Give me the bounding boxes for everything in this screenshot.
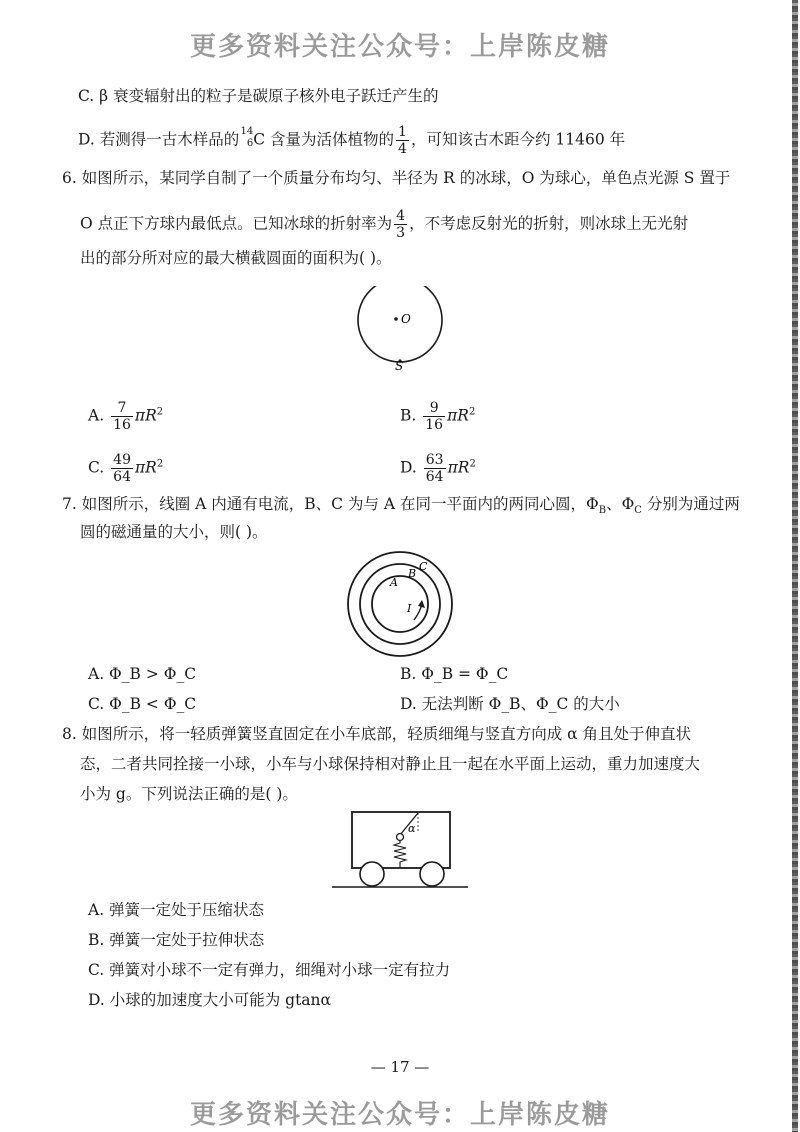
page-number: — 17 —	[370, 1058, 430, 1076]
ice-ball-circle	[358, 286, 442, 362]
option-letter: A.	[88, 406, 105, 425]
fraction-numerator: 4	[396, 208, 406, 224]
cart-spring-figure	[330, 808, 470, 890]
option-fraction	[424, 452, 446, 485]
q7-line1-post: 分别为通过两	[641, 495, 740, 513]
fraction-denominator: 16	[113, 417, 131, 433]
q8-option-a: A. 弹簧一定处于压缩状态	[88, 901, 265, 919]
q7-line1-mid: 、Φ	[606, 495, 635, 513]
option-tail: πR	[447, 458, 470, 477]
spring	[394, 840, 406, 868]
isotope-mass: 14	[240, 126, 254, 137]
q7-option-b: B. Φ_B = Φ_C	[400, 665, 509, 683]
fraction-numerator: 9	[423, 400, 445, 417]
watermark-bottom: 更多资料关注公众号：上岸陈皮糖	[189, 1100, 610, 1130]
q6-stem-line1: 6. 如图所示，某同学自制了一个质量分布均匀、半径为 R 的冰球，O 为球心，单色点光源 S 置于	[62, 169, 731, 187]
q7-option-a: A. Φ_B > Φ_C	[88, 665, 197, 683]
q5-option-d	[78, 124, 625, 157]
watermark-top: 更多资料关注公众号：上岸陈皮糖	[189, 32, 610, 62]
isotope-notation	[239, 124, 254, 149]
sub-c: C	[634, 505, 642, 517]
option-tail: πR	[135, 458, 157, 477]
wheel-left	[360, 862, 384, 886]
option-exponent: 2	[468, 406, 476, 418]
circle-c	[348, 552, 452, 656]
option-tail: πR	[134, 406, 157, 425]
fraction-denominator: 16	[425, 417, 444, 433]
q7-option-d: D. 无法判断 Φ_B、Φ_C 的大小	[400, 695, 620, 713]
q6-option-d	[400, 452, 476, 485]
option-exponent: 2	[469, 458, 476, 470]
label-i: I	[407, 602, 412, 615]
option-exponent: 2	[156, 406, 164, 418]
fraction-numerator: 49	[113, 452, 131, 468]
fraction-numerator: 7	[111, 400, 133, 417]
isotope-z: 6	[246, 138, 254, 149]
q6-line2-post: ，不考虑反射光的折射，则冰球上无光射	[409, 214, 689, 233]
label-alpha: α	[408, 822, 416, 835]
q5-option-c: C. β 衰变辐射出的粒子是碳原子核外电子跃迁产生的	[78, 87, 439, 105]
q7-stem-line2: 圆的磁通量的大小，则( )。	[80, 523, 268, 541]
q8-option-c: C. 弹簧对小球不一定有弹力，细绳对小球一定有拉力	[88, 961, 451, 979]
q6-option-a	[88, 400, 163, 433]
fraction-one-quarter	[396, 124, 409, 157]
option-letter: B.	[400, 406, 417, 425]
fraction-four-thirds	[394, 208, 407, 241]
wheel-right	[420, 862, 444, 886]
ball	[397, 834, 404, 841]
page-edge-shadow	[792, 0, 798, 1132]
concentric-coils-figure	[344, 548, 456, 660]
fraction-numerator: 1	[398, 124, 407, 140]
fraction-denominator: 64	[113, 469, 131, 485]
fraction-denominator: 64	[425, 469, 444, 485]
q5-option-d-post: ，可知该古木距今约 11460 年	[410, 130, 626, 149]
arrow-head-icon	[418, 600, 425, 608]
q5-option-d-pre: D. 若测得一古木样品的	[78, 130, 240, 149]
fraction-numerator: 63	[425, 452, 444, 468]
q7-option-c: C. Φ_B < Φ_C	[88, 695, 197, 713]
q8-stem-line1: 8. 如图所示，将一轻质弹簧竖直固定在小车底部，轻质细绳与竖直方向成 α 角且处于伸直状	[62, 725, 692, 743]
option-fraction	[111, 452, 133, 485]
q8-stem-line2: 态，二者共同拴接一小球，小车与小球保持相对静止且一起在水平面上运动，重力加速度大	[80, 755, 701, 773]
option-fraction	[111, 400, 133, 433]
q6-option-b	[400, 400, 475, 433]
center-dot	[394, 317, 398, 321]
option-fraction	[423, 400, 445, 433]
label-c: C	[419, 560, 428, 573]
q6-line2-pre: O 点正下方球内最低点。已知冰球的折射率为	[80, 214, 393, 233]
q8-option-d: D. 小球的加速度大小可能为 gtanα	[88, 991, 331, 1009]
option-letter: C.	[88, 458, 105, 477]
q5-option-d-mid: C 含量为活体植物的	[253, 130, 395, 149]
label-s: S	[395, 359, 404, 373]
q6-option-c	[88, 452, 163, 485]
q7-stem-line1	[62, 494, 740, 521]
option-exponent: 2	[156, 458, 164, 470]
q7-line1-pre: 7. 如图所示，线圈 A 内通有电流，B、C 为与 A 在同一平面内的两同心圆，Φ	[62, 495, 599, 513]
sub-b: B	[598, 505, 607, 517]
label-o: O	[401, 312, 411, 326]
ice-ball-figure	[350, 286, 450, 376]
fraction-denominator: 4	[398, 141, 407, 157]
fraction-denominator: 3	[396, 225, 406, 241]
q8-option-b: B. 弹簧一定处于拉伸状态	[88, 931, 265, 949]
option-letter: D.	[400, 458, 417, 477]
q8-stem-line3: 小为 g。下列说法正确的是( )。	[80, 785, 298, 803]
label-a: A	[390, 576, 398, 589]
q6-stem-line3: 出的部分所对应的最大横截圆面的面积为( )。	[80, 249, 392, 267]
option-tail: πR	[447, 406, 469, 425]
label-b: B	[408, 567, 417, 580]
q6-stem-line2	[80, 208, 688, 241]
